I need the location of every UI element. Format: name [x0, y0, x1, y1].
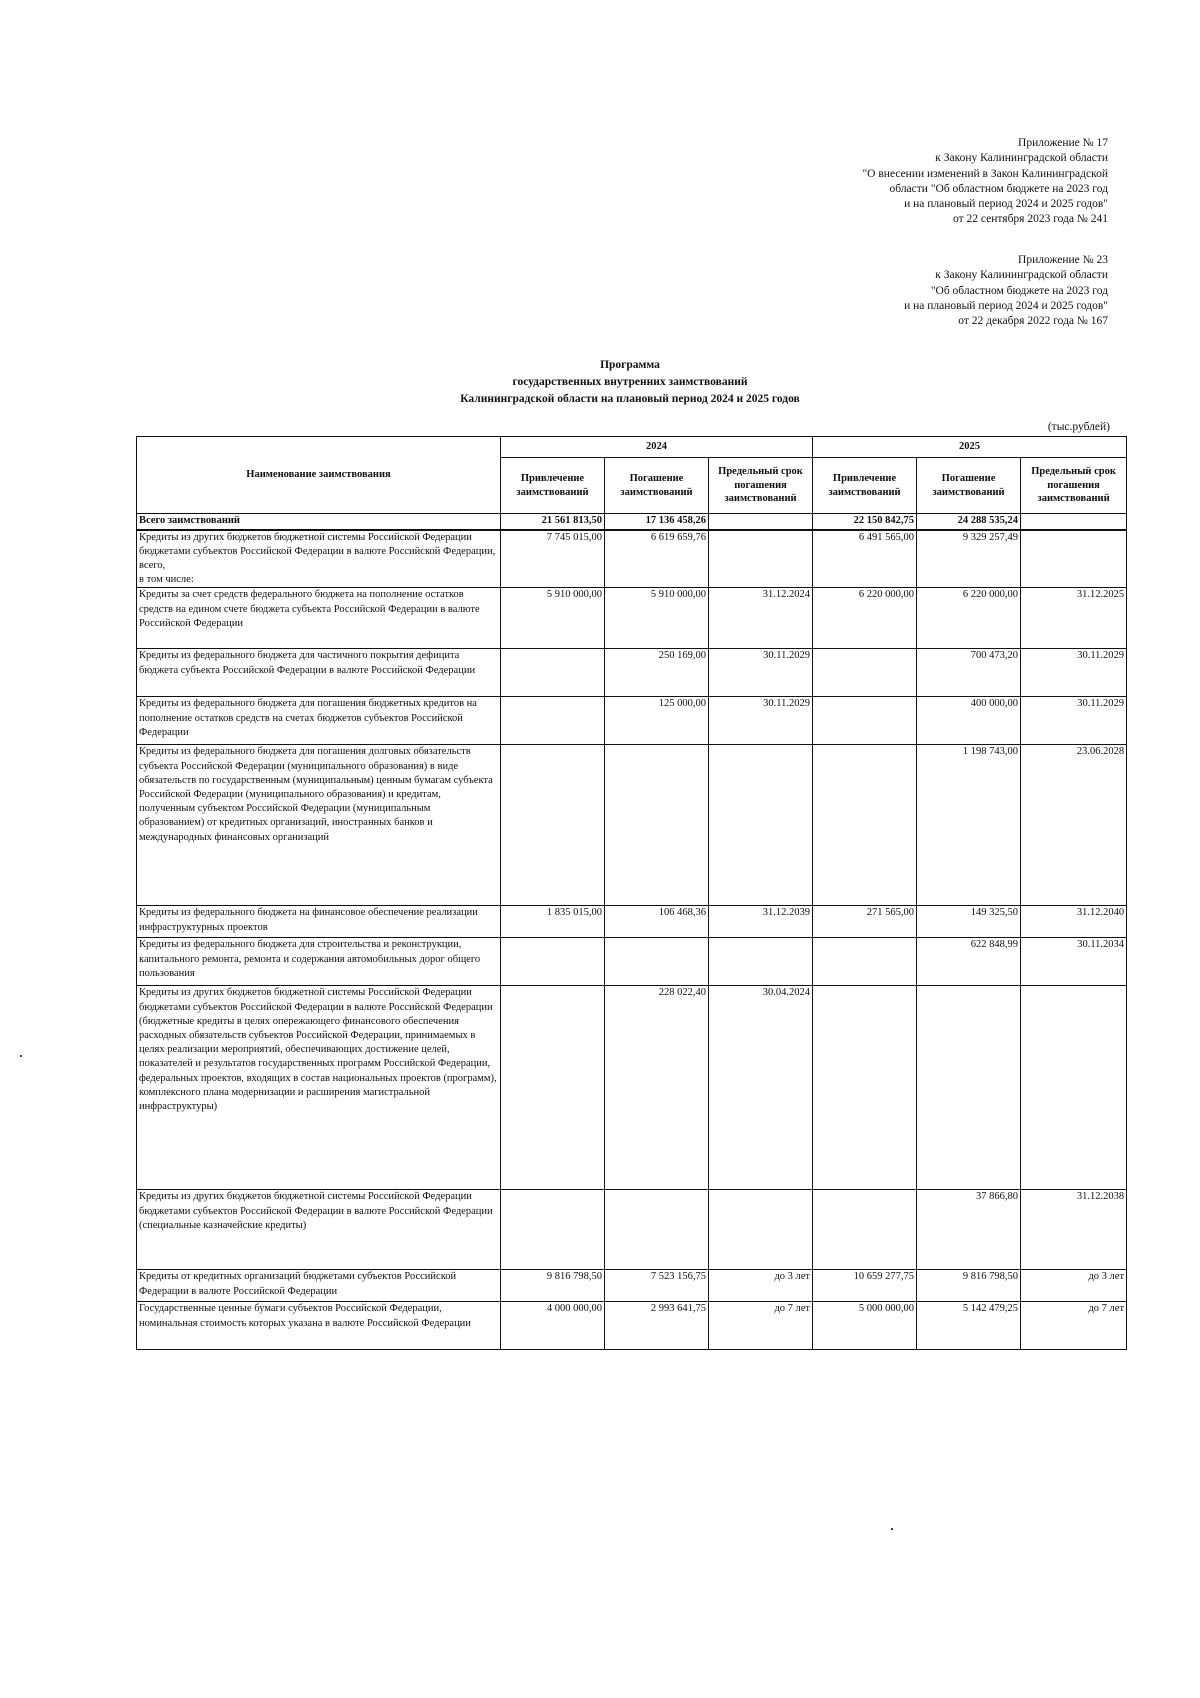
row-r24-cell: 125 000,00: [605, 697, 709, 745]
appendix-23-line2: к Закону Калининградской области: [935, 269, 1108, 282]
row-r25-cell: 5 142 479,25: [917, 1302, 1021, 1350]
row-b24-cell: 7 745 015,00: [501, 530, 605, 588]
row-name-cell: Кредиты за счет средств федерального бюджета на пополнение остатков средств на едином счете бюджета субъекта Российской Федерации в валюте Российской Федерации: [137, 588, 501, 649]
borrow-2024-header: Привлечение заимствований: [501, 458, 605, 514]
row-t24-cell: 31.12.2024: [709, 588, 813, 649]
row-b25-cell: 6 491 565,00: [813, 530, 917, 588]
row-b25-cell: 271 565,00: [813, 906, 917, 938]
scan-speck: [891, 1528, 893, 1530]
table-row: [137, 938, 1127, 986]
row-b24-cell: 21 561 813,50: [501, 514, 605, 530]
row-name-cell: Всего заимствований: [137, 514, 501, 530]
row-b24-cell: 5 910 000,00: [501, 588, 605, 649]
table-row: [137, 986, 1127, 1190]
row-r24-cell: 17 136 458,26: [605, 514, 709, 530]
row-t24-cell: [709, 745, 813, 906]
row-b24-cell: 1 835 015,00: [501, 906, 605, 938]
row-t25-cell: 30.11.2029: [1021, 697, 1127, 745]
row-name-cell: Государственные ценные бумаги субъектов Российской Федерации, номинальная стоимость которых указана в валюте Российской Федерации: [137, 1302, 501, 1350]
row-t24-cell: [709, 938, 813, 986]
appendix-17-line3: "О внесении изменений в Закон Калининградской: [862, 167, 1108, 180]
row-name-cell: Кредиты из других бюджетов бюджетной системы Российской Федерации бюджетами субъектов Российской Федерации в валюте Российской Федерации (специальные казначейские кредиты): [137, 1190, 501, 1270]
table-row: [137, 1302, 1127, 1350]
name-column-header: Наименование заимствования: [137, 437, 501, 514]
repay-2025-header: Погашение заимствований: [917, 458, 1021, 514]
table-row: [137, 1190, 1127, 1270]
row-r25-cell: 37 866,80: [917, 1190, 1021, 1270]
row-t25-cell: 31.12.2025: [1021, 588, 1127, 649]
row-b25-cell: 6 220 000,00: [813, 588, 917, 649]
row-b24-cell: [501, 745, 605, 906]
row-t24-cell: [709, 514, 813, 530]
row-b25-cell: [813, 745, 917, 906]
scan-speck: [20, 1055, 22, 1057]
row-name-cell: Кредиты из других бюджетов бюджетной системы Российской Федерации бюджетами субъектов Российской Федерации в валюте Российской Федерации (бюджетные кредиты в целях опережающего финансового обеспечения расходных обязательств субъектов Российской Федерации, принимаемых в целях реализации мероприятий, обеспечивающих достижение целей, показателей и результатов государственных программ Российской Федерации, федеральных проектов, входящих в состав национальных проектов (программ), комплексного плана модернизации и расширения магистральной инфраструктуры): [137, 986, 501, 1190]
document-subtitle: государственных внутренних заимствований: [512, 376, 748, 388]
row-t24-cell: [709, 530, 813, 588]
row-t25-cell: [1021, 530, 1127, 588]
row-t24-cell: 30.11.2029: [709, 649, 813, 697]
row-t24-cell: 30.04.2024: [709, 986, 813, 1190]
row-b25-cell: [813, 697, 917, 745]
row-name-cell: Кредиты от кредитных организаций бюджетами субъектов Российской Федерации в валюте Российской Федерации: [137, 1270, 501, 1302]
row-r25-cell: 400 000,00: [917, 697, 1021, 745]
row-t24-cell: [709, 1190, 813, 1270]
row-b24-cell: [501, 1190, 605, 1270]
row-r24-cell: [605, 1190, 709, 1270]
row-r25-cell: 622 848,99: [917, 938, 1021, 986]
row-r24-cell: 106 468,36: [605, 906, 709, 938]
table-body: [137, 514, 1127, 1350]
row-r25-cell: 24 288 535,24: [917, 514, 1021, 530]
row-t25-cell: 31.12.2038: [1021, 1190, 1127, 1270]
row-r24-cell: 5 910 000,00: [605, 588, 709, 649]
row-name-cell: Кредиты из федерального бюджета для частичного покрытия дефицита бюджета субъекта Российской Федерации в валюте Российской Федерации: [137, 649, 501, 697]
row-t25-cell: 30.11.2034: [1021, 938, 1127, 986]
row-b25-cell: 22 150 842,75: [813, 514, 917, 530]
row-r24-cell: [605, 745, 709, 906]
row-name-cell: Кредиты из федерального бюджета для погашения бюджетных кредитов на пополнение остатков средств на счетах бюджетов субъектов Российской Федерации: [137, 697, 501, 745]
table-row: [137, 514, 1127, 530]
row-b24-cell: [501, 649, 605, 697]
row-t25-cell: 31.12.2040: [1021, 906, 1127, 938]
row-name-cell: Кредиты из федерального бюджета для строительства и реконструкции, капитального ремонта, ремонта и содержания автомобильных дорог общего пользования: [137, 938, 501, 986]
row-t24-cell: до 7 лет: [709, 1302, 813, 1350]
row-r24-cell: 228 022,40: [605, 986, 709, 1190]
row-t24-cell: 31.12.2039: [709, 906, 813, 938]
row-b25-cell: [813, 649, 917, 697]
appendix-17-header: [862, 136, 1108, 228]
borrowing-program-table: [136, 436, 1127, 1350]
row-r25-cell: 700 473,20: [917, 649, 1021, 697]
row-t25-cell: 30.11.2029: [1021, 649, 1127, 697]
row-r25-cell: 6 220 000,00: [917, 588, 1021, 649]
row-name-cell: Кредиты из других бюджетов бюджетной системы Российской Федерации бюджетами субъектов Российской Федерации в валюте Российской Федерации, всего, в том числе:: [137, 530, 501, 588]
row-b24-cell: 9 816 798,50: [501, 1270, 605, 1302]
appendix-23-line4: и на плановый период 2024 и 2025 годов": [904, 299, 1108, 312]
row-b24-cell: 4 000 000,00: [501, 1302, 605, 1350]
row-b24-cell: [501, 697, 605, 745]
appendix-17-line6: от 22 сентября 2023 года № 241: [953, 213, 1108, 226]
row-b24-cell: [501, 938, 605, 986]
row-t25-cell: [1021, 986, 1127, 1190]
row-r24-cell: 250 169,00: [605, 649, 709, 697]
table-row: [137, 906, 1127, 938]
appendix-17-line1: Приложение № 17: [1018, 137, 1108, 149]
row-t24-cell: 30.11.2029: [709, 697, 813, 745]
document-title: Программа: [600, 359, 660, 371]
table-row: [137, 745, 1127, 906]
row-r24-cell: 7 523 156,75: [605, 1270, 709, 1302]
row-b24-cell: [501, 986, 605, 1190]
row-r25-cell: [917, 986, 1021, 1190]
row-name-cell: Кредиты из федерального бюджета для погашения долговых обязательств субъекта Российской Федерации (муниципального образования) в виде обязательств по государственным (муниципальным) ценным бумагам субъекта Российской Федерации (муниципального образования) и кредитам, полученным субъектом Российской Федерации (муниципальным образованием) от кредитных организаций, иностранных банков и международных финансовых организаций: [137, 745, 501, 906]
row-r25-cell: 149 325,50: [917, 906, 1021, 938]
units-label: (тыс.рублей): [1047, 421, 1110, 433]
appendix-17-line4: области "Об областном бюджете на 2023 год: [889, 182, 1108, 195]
table-row: [137, 697, 1127, 745]
term-2025-header: Предельный срок погашения заимствований: [1021, 458, 1127, 514]
row-b25-cell: 10 659 277,75: [813, 1270, 917, 1302]
year-2024-header: 2024: [501, 437, 813, 458]
table-row: [137, 588, 1127, 649]
row-r24-cell: [605, 938, 709, 986]
document-subtitle-period: Калининградской области на плановый период 2024 и 2025 годов: [460, 393, 800, 405]
term-2024-header: Предельный срок погашения заимствований: [709, 458, 813, 514]
appendix-17-line5: и на плановый период 2024 и 2025 годов": [904, 198, 1108, 211]
row-t25-cell: до 7 лет: [1021, 1302, 1127, 1350]
row-r25-cell: 1 198 743,00: [917, 745, 1021, 906]
repay-2024-header: Погашение заимствований: [605, 458, 709, 514]
row-t24-cell: до 3 лет: [709, 1270, 813, 1302]
appendix-23-line5: от 22 декабря 2022 года № 167: [958, 315, 1108, 328]
table-row: [137, 649, 1127, 697]
row-t25-cell: 23.06.2028: [1021, 745, 1127, 906]
appendix-23-header: [904, 253, 1108, 329]
table-row: [137, 1270, 1127, 1302]
row-b25-cell: [813, 1190, 917, 1270]
row-r24-cell: 6 619 659,76: [605, 530, 709, 588]
row-t25-cell: до 3 лет: [1021, 1270, 1127, 1302]
row-name-cell: Кредиты из федерального бюджета на финансовое обеспечение реализации инфраструктурных проектов: [137, 906, 501, 938]
appendix-23-line3: "Об областном бюджете на 2023 год: [930, 284, 1108, 297]
row-r25-cell: 9 816 798,50: [917, 1270, 1021, 1302]
borrow-2025-header: Привлечение заимствований: [813, 458, 917, 514]
row-r24-cell: 2 993 641,75: [605, 1302, 709, 1350]
appendix-17-line2: к Закону Калининградской области: [935, 152, 1108, 165]
row-t25-cell: [1021, 514, 1127, 530]
table-row: [137, 530, 1127, 588]
row-b25-cell: 5 000 000,00: [813, 1302, 917, 1350]
appendix-23-line1: Приложение № 23: [1018, 254, 1108, 266]
year-2025-header: 2025: [813, 437, 1127, 458]
row-r25-cell: 9 329 257,49: [917, 530, 1021, 588]
row-b25-cell: [813, 986, 917, 1190]
row-b25-cell: [813, 938, 917, 986]
